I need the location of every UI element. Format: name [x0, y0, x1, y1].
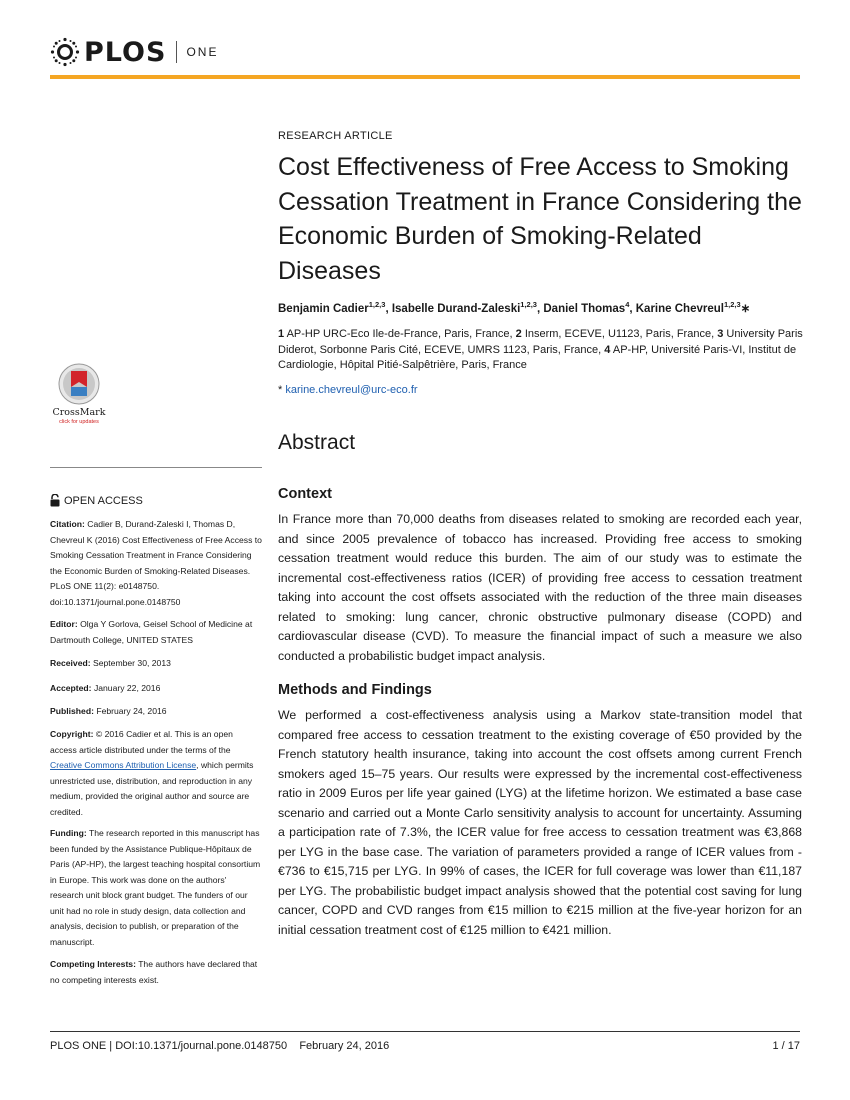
context-heading: Context — [278, 486, 332, 502]
affiliation: 1 AP-HP URC-Eco Ile-de-France, Paris, France, — [278, 328, 513, 340]
corresp-email-link[interactable]: karine.chevreul@urc-eco.fr — [285, 384, 418, 396]
competing-interests-block: Competing Interests: The authors have declared that no competing interests exist. — [50, 959, 258, 985]
received-block: Received: September 30, 2013 — [50, 658, 171, 668]
sidebar-divider — [50, 467, 262, 468]
article-title: Cost Effectiveness of Free Access to Smoking Cessation Treatment in France Considering the Economic Burden of Smoking-Related Diseases — [278, 153, 802, 285]
brand-name: PLOS — [84, 36, 167, 68]
methods-heading: Methods and Findings — [278, 682, 432, 698]
author: Daniel Thomas$^4$, — [543, 300, 636, 315]
open-lock-icon — [50, 494, 60, 507]
open-access-label: OPEN ACCESS — [64, 494, 143, 507]
article-type: RESEARCH ARTICLE — [278, 130, 393, 142]
plos-sunburst-icon — [50, 37, 80, 67]
editor-block: Editor: Olga Y Gorlova, Geisel School of Medicine at Dartmouth College, UNITED STATES — [50, 619, 253, 645]
open-access-badge — [50, 494, 143, 507]
header-accent-bar — [50, 75, 800, 79]
affiliation: 4 AP-HP, Université Paris-VI, Institut de Cardiologie, Hôpital Pitié-Salpêtrière, Paris, France — [278, 343, 797, 371]
affiliation: 2 Inserm, ECEVE, U1123, Paris, France, — [515, 328, 715, 340]
copyright-block: Copyright: © 2016 Cadier et al. This is an open access article distributed under the terms of the Creative Commons Attribution License, which permits unrestricted use, distribution, and reproduction in any medium, provided the original author and source are credited. — [50, 729, 254, 817]
author: Karine Chevreul$^{1,2,3}$∗ — [635, 300, 751, 315]
crossmark-label[interactable]: CrossMark — [52, 407, 106, 418]
page-number: 1 / 17 — [772, 1040, 800, 1052]
affiliations — [278, 327, 803, 374]
abstract-heading: Abstract — [278, 431, 356, 454]
context-paragraph: In France more than 70,000 deaths from diseases related to smoking are recorded each year, and since 2005 prevalence of tobacco has increased. Providing free access to smoking cessation treatment would reduce this burden. The aim of our study was to estimate the incremental cost-effectiveness ratios (ICER) of providing free access to cessation treatment taking into account the cost offsets associated with the reduction of the three main diseases related to smoking: lung cancer, chronic obstructive pulmonary disease (COPD) and cardiovascular disease (CVD). To measure the financial impact of such a measure we also conducted a probabilistic budget impact analysis. — [278, 512, 802, 663]
citation-block: Citation: Cadier B, Durand-Zaleski I, Thomas D, Chevreul K (2016) Cost Effectiveness of Free Access to Smoking Cessation Treatment in France Considering the Economic Burden of Smoking-Related Diseases. PLoS ONE 11(2): e0148750. doi:10.1371/journal.pone.0148750 — [50, 519, 262, 607]
license-link[interactable]: Creative Commons Attribution License — [50, 760, 197, 770]
journal-logo[interactable] — [50, 37, 218, 67]
published-block: Published: February 24, 2016 — [50, 706, 167, 716]
footer-citation: PLOS ONE | DOI:10.1371/journal.pone.0148750 February 24, 2016 — [50, 1040, 390, 1052]
footer-divider — [50, 1031, 800, 1032]
author: Isabelle Durand-Zaleski$^{1,2,3}$, — [391, 300, 544, 315]
author: Benjamin Cadier$^{1,2,3}$, — [278, 300, 392, 315]
logo-divider — [176, 41, 177, 63]
corresponding-author — [278, 384, 418, 396]
accepted-block: Accepted: January 22, 2016 — [50, 683, 161, 693]
methods-paragraph: We performed a cost-effectiveness analysis using a Markov state-transition model that compared free access to cessation treatment to the existing coverage of €50 provided by the French statutory health insurance, taking into account the cost offsets among current French smokers aged 15–75 years. Our results were expressed by the incremental cost-effectiveness ratio in 2009 Euros per life year gained (LYG) at the lifetime horizon. We estimated a base case scenario and carried out a Monte Carlo sensitivity analysis to account for uncertainty. Assuming a participation rate of 7.3%, the ICER value for free access to cessation treatment was €3,868 per LYG in the base case. The variation of parameters provided a range of ICER values from -€736 to €15,715 per LYG. In 99% of cases, the ICER for full coverage was lower than €11,187 per LYG. The probabilistic budget impact analysis showed that the potential cost saving for lung cancer, COPD and CVD ranges from €15 million to €215 million at the five-year horizon for an initial cessation treatment cost of €125 million to €421 million. — [278, 708, 802, 937]
affiliation: 3 University Paris Diderot, Sorbonne Paris Cité, ECEVE, UMRS 1123, Paris, France, — [278, 328, 803, 356]
corresp-marker: * — [278, 384, 283, 396]
journal-name: ONE — [186, 45, 219, 59]
crossmark-sublabel[interactable]: click for updates — [59, 419, 99, 425]
author-list — [278, 300, 750, 315]
funding-block: Funding: The research reported in this manuscript has been funded by the Assistance Publique-Hôpitaux de Paris (AP-HP), the largest teaching hospital consortium in Europe. This work was done on the authors' research unit block grant budget. The funders of our unit had no role in study design, data collection and analysis, decision to publish, or preparation of the manuscript. — [50, 828, 261, 947]
crossmark-icon[interactable] — [50, 362, 108, 406]
